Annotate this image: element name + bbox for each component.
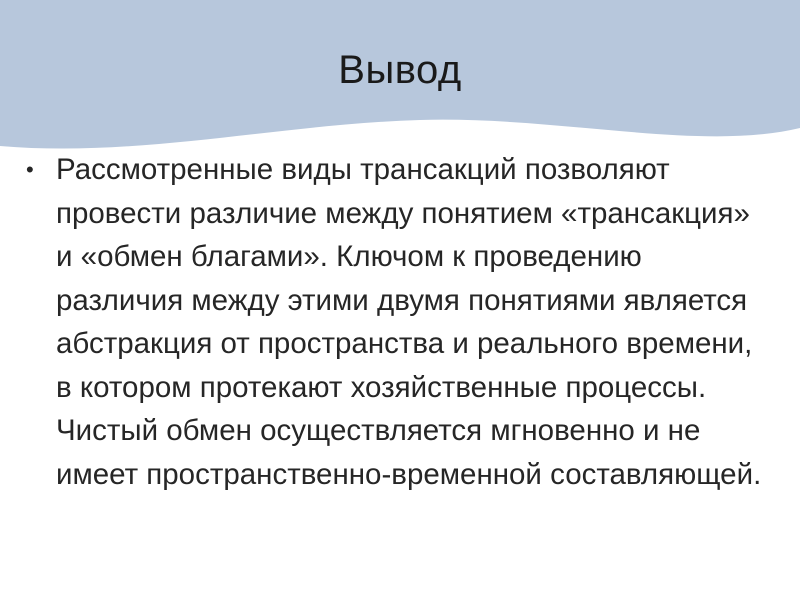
- bullet-text: Рассмотренные виды трансакций позволяют провести различие между понятием «трансакция» и «обмен благами». Ключом к проведению различия между этими двумя понятиями является абстракция от пространства и реального времени, в котором протекают хозяйственные процессы. Чистый обмен осуществляется мгновенно и не имеет пространственно-временной составляющей.: [56, 153, 762, 491]
- slide-title: Вывод: [338, 48, 462, 92]
- bullet-item: [24, 148, 764, 496]
- bullet-marker: •: [26, 157, 34, 182]
- bullet-list: [24, 148, 764, 496]
